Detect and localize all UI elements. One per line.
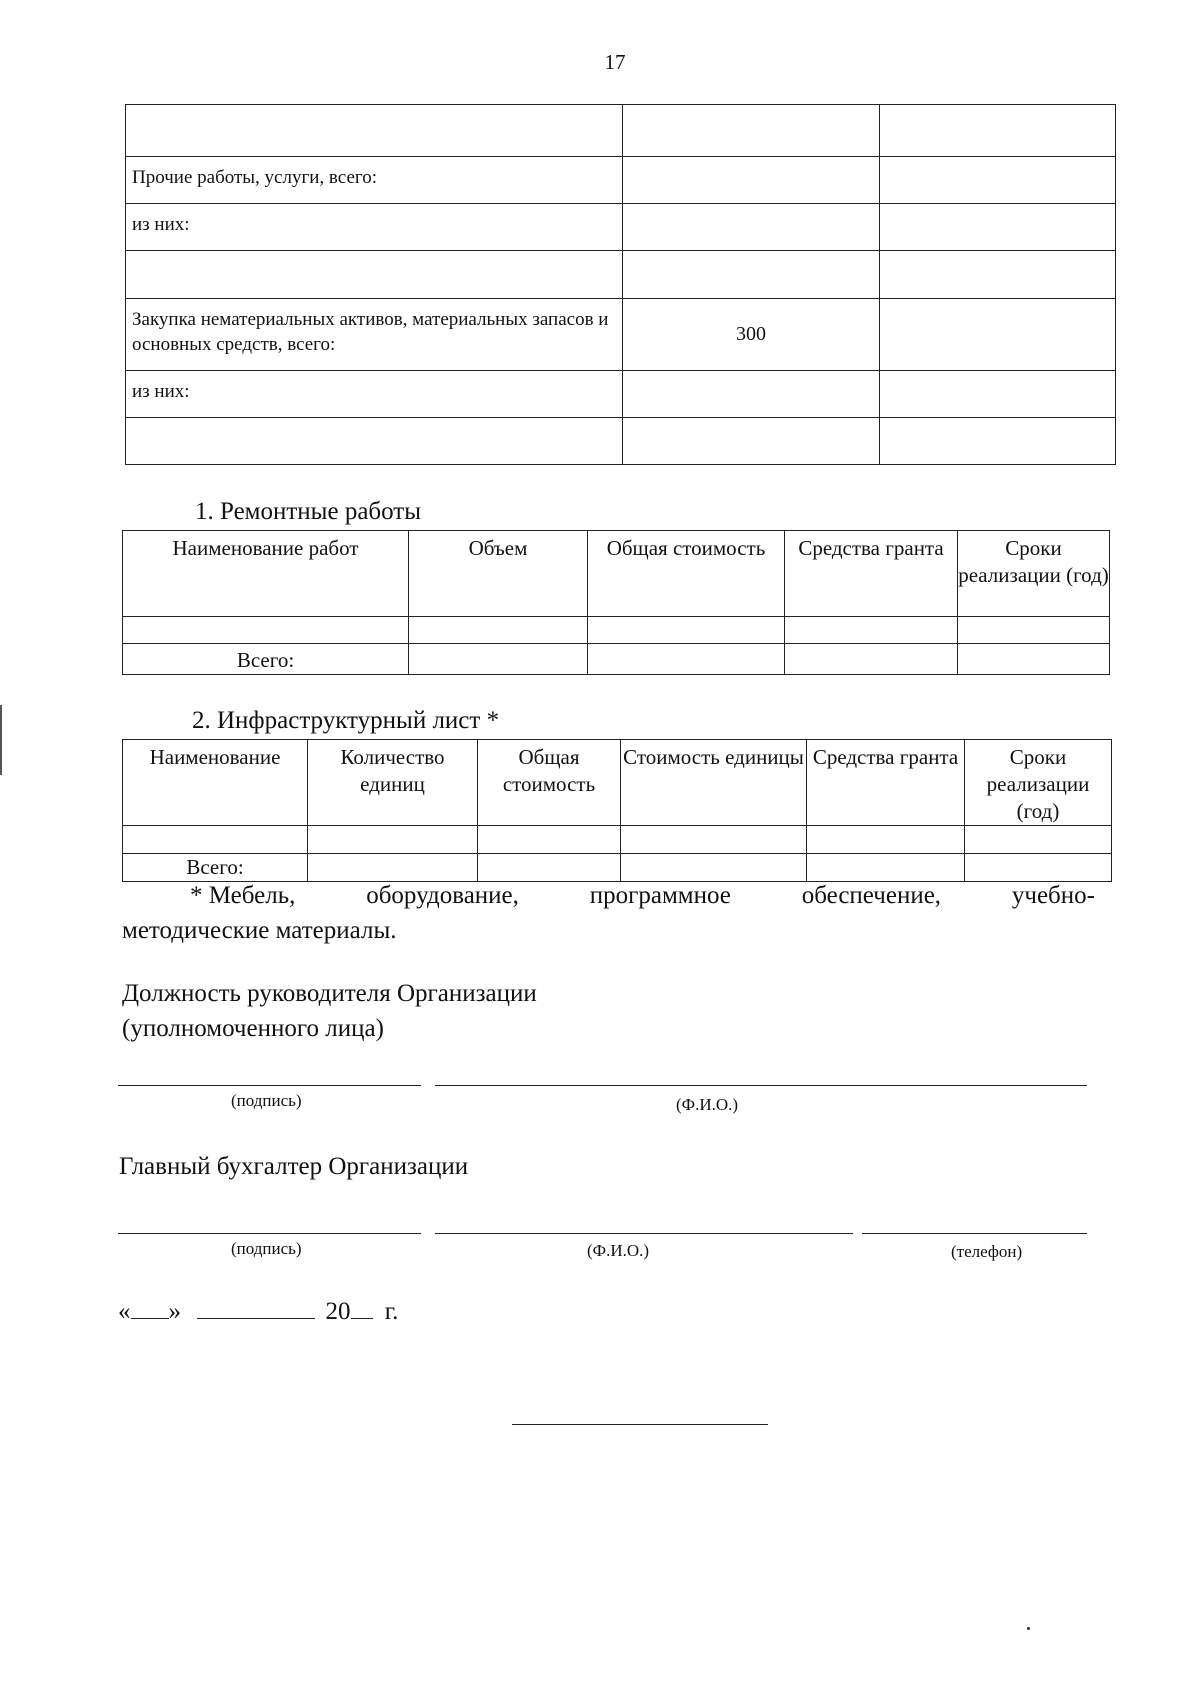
table-cell (409, 644, 588, 675)
table-row (123, 617, 1110, 644)
table-cell (807, 826, 965, 854)
footnote (190, 882, 1095, 910)
table-row (126, 157, 1116, 204)
scan-edge-mark (0, 705, 2, 775)
accountant-signature-caption: (подпись) (231, 1239, 302, 1258)
row-value (623, 204, 880, 251)
row-value (623, 371, 880, 418)
budget-table (125, 104, 1116, 465)
row-extra (880, 251, 1116, 299)
footnote-word: учебно- (1011, 882, 1095, 909)
footnote-line-2: методические материалы. (122, 917, 397, 944)
accountant-phone-line (862, 1233, 1087, 1234)
closing-divider (512, 1424, 768, 1425)
footnote-word: * Мебель, (190, 882, 296, 909)
row-label: из них: (126, 371, 623, 418)
table-row (126, 105, 1116, 157)
row-label (126, 251, 623, 299)
table-total-row (123, 644, 1110, 675)
column-header: Средства гранта (807, 740, 965, 826)
row-value (623, 251, 880, 299)
column-header: Количество единиц (308, 740, 478, 826)
row-extra (880, 299, 1116, 371)
row-value: 300 (623, 299, 880, 371)
page-number: 17 (604, 50, 626, 74)
head-name-line (435, 1085, 1087, 1086)
repairs-table (122, 530, 1110, 675)
footnote-word: обеспечение, (801, 882, 942, 909)
table-cell (588, 617, 785, 644)
table-cell (588, 644, 785, 675)
table-row (126, 371, 1116, 418)
table-cell (409, 617, 588, 644)
scan-speck (1027, 1627, 1030, 1630)
column-header: Наименование (123, 740, 308, 826)
row-label (126, 418, 623, 465)
year-blank (351, 1296, 373, 1319)
table-row (123, 826, 1112, 854)
head-position-title: Должность руководителя Организации (122, 980, 537, 1007)
footnote-word: оборудование, (366, 882, 519, 909)
footnote-word: программное (589, 882, 731, 909)
total-label: Всего: (123, 644, 409, 675)
column-header: Объем (409, 531, 588, 617)
table-cell (958, 644, 1110, 675)
table-cell (965, 854, 1112, 882)
year-prefix: 20 (325, 1298, 351, 1325)
table-cell (958, 617, 1110, 644)
accountant-signature-line (118, 1233, 421, 1234)
date-open-quote: « (118, 1298, 131, 1325)
table-header-row (123, 531, 1110, 617)
table-cell (621, 854, 807, 882)
table-row (126, 251, 1116, 299)
row-value (623, 157, 880, 204)
accountant-name-caption: (Ф.И.О.) (587, 1241, 650, 1260)
year-suffix: г. (384, 1298, 399, 1325)
head-signature-line (118, 1085, 421, 1086)
infrastructure-table (122, 739, 1112, 882)
table-row (126, 299, 1116, 371)
date-close-quote: » (168, 1298, 181, 1325)
table-cell (785, 617, 958, 644)
accountant-name-line (435, 1233, 853, 1234)
table-cell (621, 826, 807, 854)
head-name-caption: (Ф.И.О.) (676, 1095, 739, 1114)
table-cell (965, 826, 1112, 854)
section-title-repairs: 1. Ремонтные работы (195, 498, 422, 525)
row-extra (880, 418, 1116, 465)
column-header: Сроки реализации (год) (958, 531, 1110, 617)
day-blank (131, 1296, 169, 1319)
table-cell (308, 826, 478, 854)
table-cell (478, 854, 621, 882)
row-extra (880, 204, 1116, 251)
row-extra (880, 157, 1116, 204)
column-header: Общая стоимость (588, 531, 785, 617)
accountant-phone-caption: (телефон) (951, 1242, 1023, 1261)
accountant-title: Главный бухгалтер Организации (119, 1153, 469, 1180)
table-header-row (123, 740, 1112, 826)
column-header: Стоимость единицы (621, 740, 807, 826)
table-cell (478, 826, 621, 854)
head-position-subtitle: (уполномоченного лица) (122, 1015, 384, 1042)
row-value (623, 418, 880, 465)
table-cell (123, 617, 409, 644)
column-header: Общая стоимость (478, 740, 621, 826)
row-label: из них: (126, 204, 623, 251)
table-total-row (123, 854, 1112, 882)
table-cell (308, 854, 478, 882)
total-label: Всего: (123, 854, 308, 882)
row-label: Закупка нематериальных активов, материальных запасов и основных средств, всего: (126, 299, 623, 371)
table-row (126, 204, 1116, 251)
table-cell (123, 826, 308, 854)
table-cell (807, 854, 965, 882)
date-line (118, 1296, 398, 1326)
row-extra (880, 371, 1116, 418)
row-label: Прочие работы, услуги, всего: (126, 157, 623, 204)
head-signature-caption: (подпись) (231, 1091, 302, 1110)
row-label (126, 105, 623, 157)
column-header: Средства гранта (785, 531, 958, 617)
column-header: Сроки реализации (год) (965, 740, 1112, 826)
section-title-infrastructure: 2. Инфраструктурный лист * (192, 707, 500, 734)
row-extra (880, 105, 1116, 157)
table-cell (785, 644, 958, 675)
table-row (126, 418, 1116, 465)
column-header: Наименование работ (123, 531, 409, 617)
month-blank (197, 1296, 315, 1319)
row-value (623, 105, 880, 157)
